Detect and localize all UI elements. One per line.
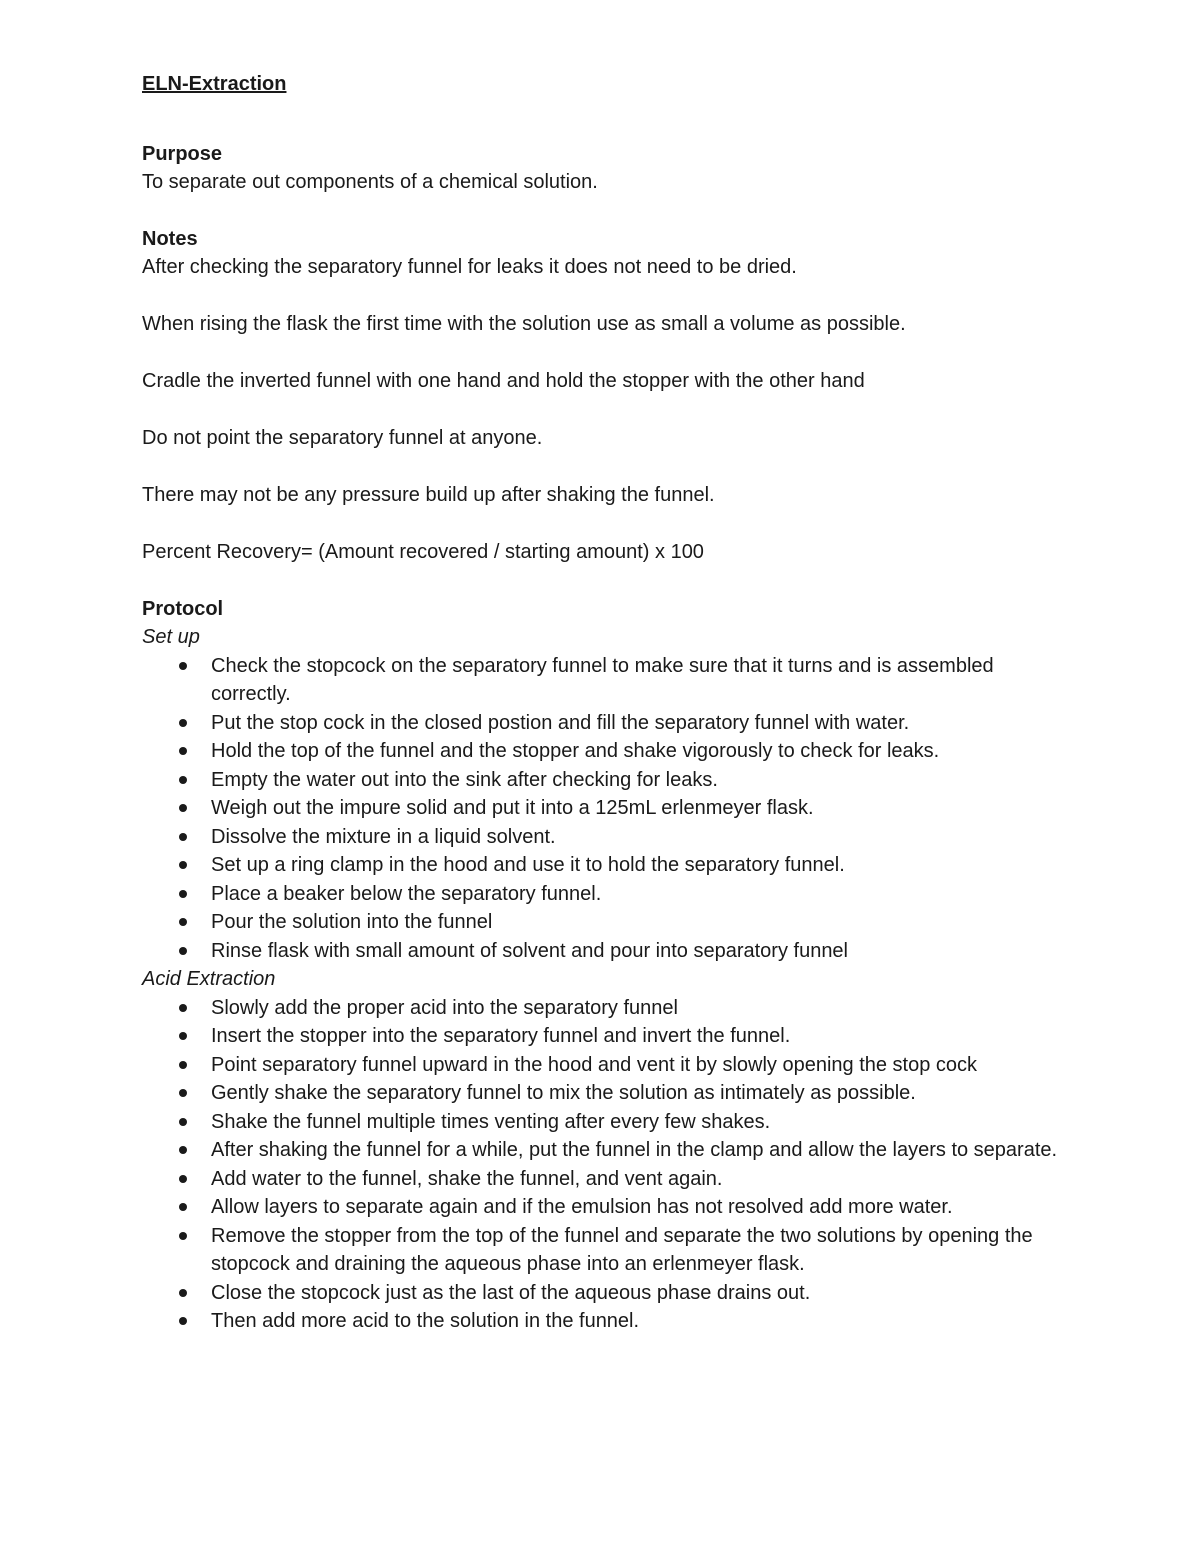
notes-heading: Notes	[142, 228, 198, 250]
bullet-icon	[179, 1061, 187, 1069]
bullet-icon	[179, 1118, 187, 1126]
bullet-icon	[179, 1175, 187, 1183]
note-item: After checking the separatory funnel for leaks it does not need to be dried.	[142, 256, 797, 278]
list-item: Shake the funnel multiple times venting after every few shakes.	[142, 1108, 1072, 1137]
bullet-icon	[179, 747, 187, 755]
document-title: ELN-Extraction	[142, 73, 287, 95]
list-item: Slowly add the proper acid into the separatory funnel	[142, 994, 1072, 1023]
bullet-icon	[179, 1317, 187, 1325]
bullet-icon	[179, 1089, 187, 1097]
list-item: Close the stopcock just as the last of the aqueous phase drains out.	[142, 1279, 1072, 1308]
list-item: Then add more acid to the solution in the funnel.	[142, 1307, 1072, 1336]
bullet-icon	[179, 1232, 187, 1240]
purpose-text: To separate out components of a chemical solution.	[142, 171, 598, 193]
purpose-heading: Purpose	[142, 143, 223, 165]
note-item: When rising the flask the first time with the solution use as small a volume as possible.	[142, 313, 906, 335]
setup-subheading: Set up	[142, 626, 200, 648]
list-item: After shaking the funnel for a while, put the funnel in the clamp and allow the layers to separate.	[142, 1136, 1072, 1165]
document-page	[142, 70, 1072, 1336]
list-item: Hold the top of the funnel and the stopper and shake vigorously to check for leaks.	[142, 737, 1072, 766]
list-item: Weigh out the impure solid and put it into a 125mL erlenmeyer flask.	[142, 794, 1072, 823]
bullet-icon	[179, 804, 187, 812]
list-item: Put the stop cock in the closed postion and fill the separatory funnel with water.	[142, 709, 1072, 738]
list-item: Gently shake the separatory funnel to mix the solution as intimately as possible.	[142, 1079, 1072, 1108]
list-item: Dissolve the mixture in a liquid solvent.	[142, 823, 1072, 852]
list-item: Empty the water out into the sink after checking for leaks.	[142, 766, 1072, 795]
acid-extraction-subheading: Acid Extraction	[142, 968, 276, 990]
bullet-icon	[179, 1146, 187, 1154]
setup-step-list	[142, 652, 1072, 966]
note-item: Cradle the inverted funnel with one hand and hold the stopper with the other hand	[142, 370, 865, 392]
list-item: Check the stopcock on the separatory funnel to make sure that it turns and is assembled correctly.	[142, 652, 1072, 709]
list-item: Place a beaker below the separatory funnel.	[142, 880, 1072, 909]
bullet-icon	[179, 833, 187, 841]
bullet-icon	[179, 1032, 187, 1040]
list-item: Allow layers to separate again and if the emulsion has not resolved add more water.	[142, 1193, 1072, 1222]
list-item: Set up a ring clamp in the hood and use it to hold the separatory funnel.	[142, 851, 1072, 880]
list-item: Point separatory funnel upward in the hood and vent it by slowly opening the stop cock	[142, 1051, 1072, 1080]
protocol-heading: Protocol	[142, 598, 224, 620]
bullet-icon	[179, 1289, 187, 1297]
bullet-icon	[179, 776, 187, 784]
bullet-icon	[179, 719, 187, 727]
list-item: Insert the stopper into the separatory funnel and invert the funnel.	[142, 1022, 1072, 1051]
bullet-icon	[179, 1203, 187, 1211]
acid-step-list	[142, 994, 1072, 1336]
list-item: Rinse flask with small amount of solvent and pour into separatory funnel	[142, 937, 1072, 966]
bullet-icon	[179, 918, 187, 926]
bullet-icon	[179, 947, 187, 955]
list-item: Add water to the funnel, shake the funnel, and vent again.	[142, 1165, 1072, 1194]
list-item: Remove the stopper from the top of the funnel and separate the two solutions by opening the stopcock and draining the aqueous phase into an erlenmeyer flask.	[142, 1222, 1072, 1279]
list-item: Pour the solution into the funnel	[142, 908, 1072, 937]
bullet-icon	[179, 1004, 187, 1012]
note-item: There may not be any pressure build up after shaking the funnel.	[142, 484, 715, 506]
bullet-icon	[179, 861, 187, 869]
bullet-icon	[179, 890, 187, 898]
note-item-percent-recovery: Percent Recovery= (Amount recovered / starting amount) x 100	[142, 541, 704, 563]
bullet-icon	[179, 662, 187, 670]
note-item: Do not point the separatory funnel at anyone.	[142, 427, 543, 449]
